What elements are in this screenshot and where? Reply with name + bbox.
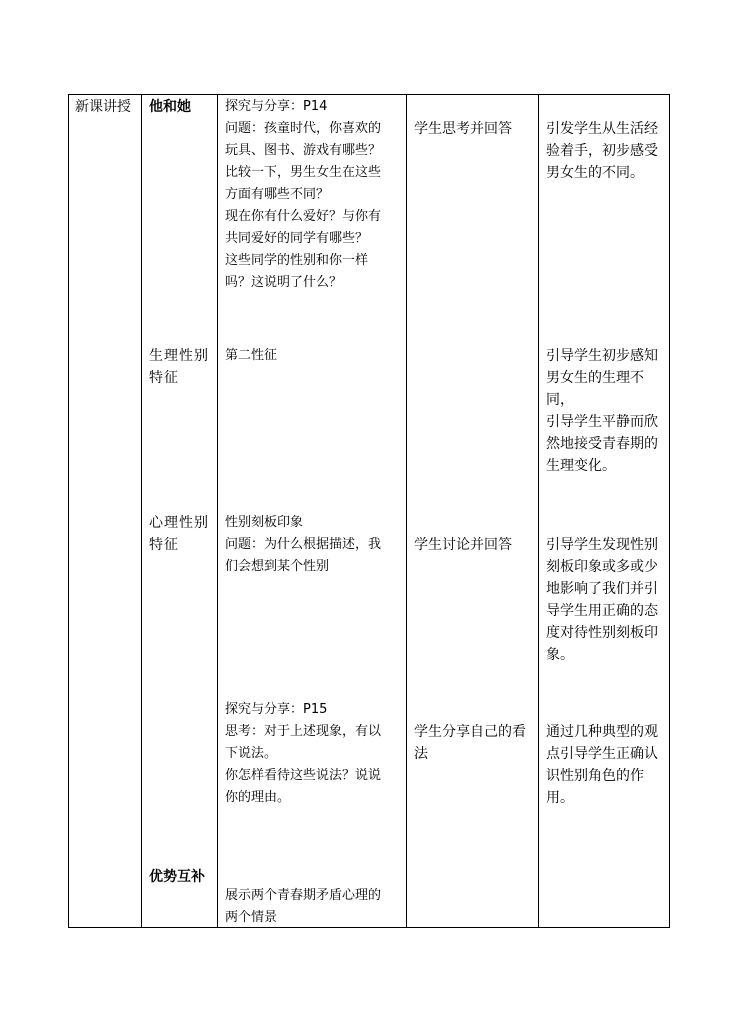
intent-gender-role: 通过几种典型的观 点引导学生正确认 识性别角色的作用。 (546, 724, 658, 806)
table-col-border-2 (217, 94, 218, 928)
student-activity-discuss-answer: 学生讨论并回答 (414, 537, 512, 553)
content-explore-p14: 探究与分享：P14 问题：孩童时代，你喜欢的 玩具、图书、游戏有哪些？ 比较一下，男生女生在这些 方面有哪些不同？ 现在你有什么爱好？与你有 共同爱好的同学有哪些？ 这些同学的性别和你一样 吗？这说明了什么？ (225, 99, 382, 290)
content-explore-p15: 探究与分享：P15 思考：对于上述现象，有以 下说法。 你怎样看待这些说法？说说 你的理由。 (225, 702, 382, 805)
table-col-border-3 (406, 94, 407, 928)
table-col-border-1 (141, 94, 142, 928)
content-secondary-sex-characteristics: 第二性征 (225, 348, 278, 363)
content-adolescent-scenarios: 展示两个青春期矛盾心理的 两个情景 (225, 888, 382, 925)
topic-psychological-gender: 心理性别 特征 (149, 515, 209, 553)
topic-complement: 优势互补 (149, 869, 205, 885)
intent-stereotype-attitude: 引导学生发现性别 刻板印象或多或少 地影响了我们并引 导学生用正确的态 度对待性别刻板印 象。 (546, 537, 658, 663)
student-activity-think-answer: 学生思考并回答 (414, 121, 512, 137)
topic-physiological-gender: 生理性别 特征 (149, 348, 209, 386)
table-col-border-0 (68, 94, 69, 928)
student-activity-share-views: 学生分享自己的看 法 (414, 724, 526, 762)
topic-him-her: 他和她 (149, 99, 191, 115)
table-col-border-4 (538, 94, 539, 928)
section-label: 新课讲授 (75, 99, 131, 115)
intent-perceive-differences: 引发学生从生活经 验着手，初步感受 男女生的不同。 (546, 121, 658, 181)
table-top-border (68, 94, 670, 95)
content-gender-stereotype: 性别刻板印象 问题：为什么根据描述，我 们会想到某个性别 (225, 515, 382, 574)
intent-physiological-changes: 引导学生初步感知 男女生的生理不同， 引导学生平静而欣 然地接受青春期的 生理变化。 (546, 348, 658, 474)
